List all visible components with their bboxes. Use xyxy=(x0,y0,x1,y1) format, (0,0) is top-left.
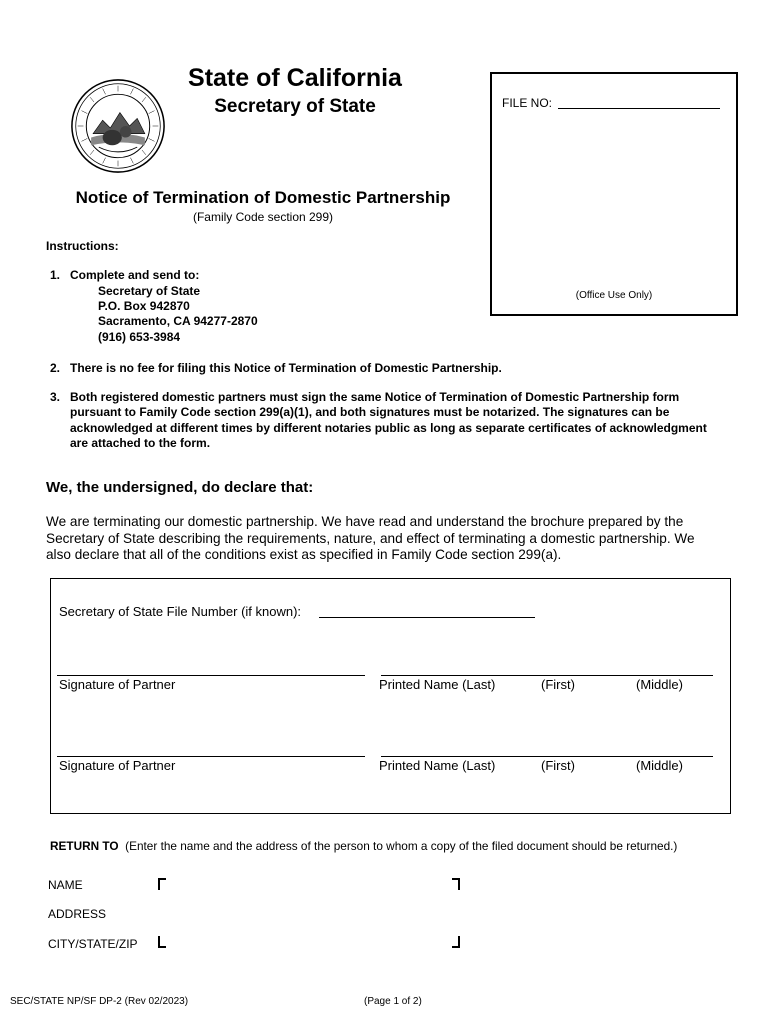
instruction-2-number: 2. xyxy=(50,361,61,375)
partner-1-printed-name-line[interactable] xyxy=(381,675,713,676)
form-number: SEC/STATE NP/SF DP-2 (Rev 02/2023) xyxy=(10,996,189,1007)
address-line: Sacramento, CA 94277-2870 xyxy=(98,314,258,328)
address-line: Secretary of State xyxy=(98,284,201,298)
page-number: (Page 1 of 2) xyxy=(364,996,422,1007)
partner-1-middle-label: (Middle) xyxy=(636,677,683,692)
declaration-body: We are terminating our domestic partnership. We have read and understand the brochure prepared by the Secretary of State describing the requirements, nature, and effect of terminating a domestic partnership. We also declare that all of the conditions exist as specified in Family Code section 299(a). xyxy=(46,514,695,562)
instruction-3-text: Both registered domestic partners must sign the same Notice of Termination of Domestic Partnership form pursuant to Family Code section 299(a)(1), and both signatures must be notarized. The signatures can be acknowledged at different times by different notaries public as long as separate certificates of acknowledgment are attached to the form. xyxy=(70,390,707,450)
partner-1-printed-name-label: Printed Name (Last) xyxy=(379,677,496,692)
return-to-label: RETURN TO xyxy=(50,839,119,853)
partner-2-signature-label: Signature of Partner xyxy=(59,758,176,773)
sos-file-number-field[interactable] xyxy=(319,617,535,618)
file-no-line xyxy=(558,108,720,109)
partner-2-printed-name-line[interactable] xyxy=(381,756,713,757)
bracket-bottom-right xyxy=(452,936,460,948)
partner-2-middle-label: (Middle) xyxy=(636,758,683,773)
partner-2-first-label: (First) xyxy=(541,758,575,773)
form-title: Notice of Termination of Domestic Partnership xyxy=(75,188,451,207)
form-subtitle: (Family Code section 299) xyxy=(192,210,334,224)
return-to-instructions xyxy=(50,839,677,853)
bracket-top-right xyxy=(452,878,460,890)
partner-2-signature-line[interactable] xyxy=(57,756,365,757)
partner-1-signature-label: Signature of Partner xyxy=(59,677,176,692)
office-use-label: (Office Use Only) xyxy=(575,290,653,301)
instructions-heading: Instructions: xyxy=(46,239,119,253)
sos-file-number-label: Secretary of State File Number (if known): xyxy=(59,604,302,619)
signature-box xyxy=(50,578,731,814)
address-line: (916) 653-3984 xyxy=(98,330,181,344)
file-number-box xyxy=(490,72,738,316)
declaration-heading: We, the undersigned, do declare that: xyxy=(46,479,314,496)
instruction-2-text: There is no fee for filing this Notice of Termination of Domestic Partnership. xyxy=(70,361,502,375)
instruction-3-number: 3. xyxy=(50,390,61,404)
return-city-label: CITY/STATE/ZIP xyxy=(48,937,138,951)
return-name-label: NAME xyxy=(48,878,83,892)
return-address-label: ADDRESS xyxy=(48,907,107,921)
page-title: State of California xyxy=(188,64,402,92)
return-to-text: (Enter the name and the address of the person to whom a copy of the filed document should be returned.) xyxy=(125,839,678,853)
instruction-1-number: 1. xyxy=(50,268,61,282)
bracket-bottom-left xyxy=(158,936,166,948)
file-no-label: FILE NO: xyxy=(502,96,553,110)
page-subtitle: Secretary of State xyxy=(214,96,376,117)
partner-1-signature-line[interactable] xyxy=(57,675,365,676)
partner-1-first-label: (First) xyxy=(541,677,575,692)
instruction-1-text: Complete and send to: xyxy=(70,268,200,282)
address-line: P.O. Box 942870 xyxy=(98,299,190,313)
partner-2-printed-name-label: Printed Name (Last) xyxy=(379,758,496,773)
bracket-top-left xyxy=(158,878,166,890)
